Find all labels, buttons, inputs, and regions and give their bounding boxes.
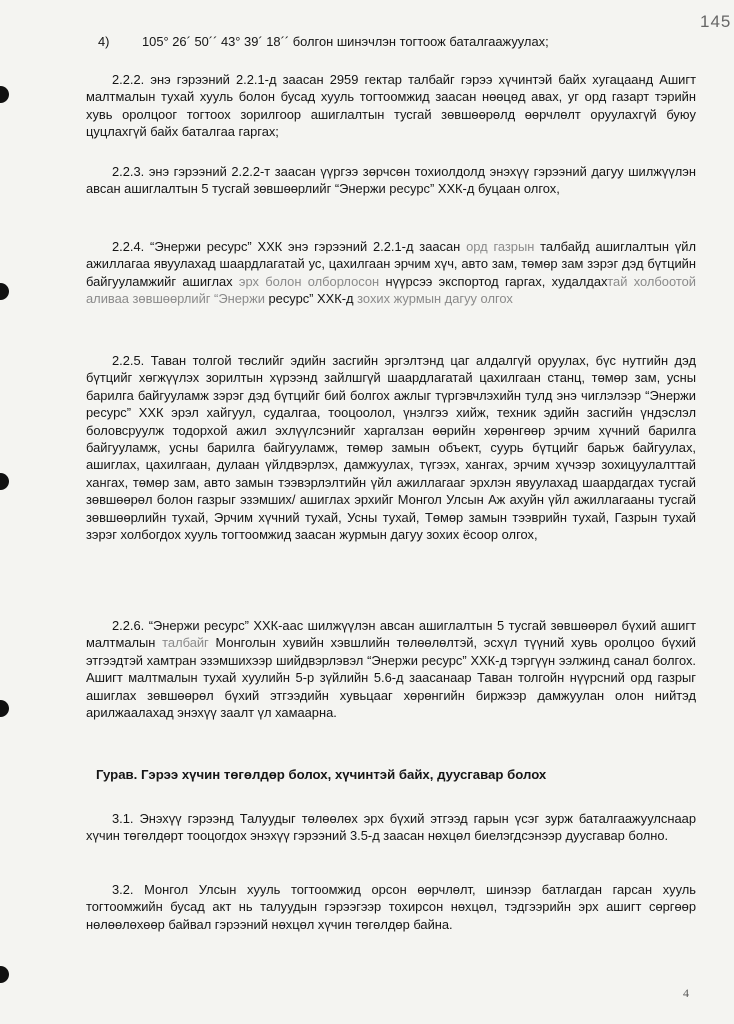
paragraph-text: 2.2.3. энэ гэрээний 2.2.2-т заасан үүргээ зөрчсөн тохиолдолд энэхүү гэрээний дагуу шилжүүлэн авсан ашиглалтын 5 тусгай зөвшөөрлийг “Энержи ресурс” ХХК-д буцаан олгох,	[86, 164, 696, 197]
paragraph-text: 3.2. Монгол Улсын хууль тогтоомжид орсон өөрчлөлт, шинээр батлагдан гарсан хууль тогтоомжийн бусад акт нь талуудын гэрээгээр тохирсон нөхцөл, тэдгээрийн эрх ашигт сөргөөр нөлөөлөхөөр байвал гэрээний нөхцөл хүчин төгөлдөр байна.	[86, 882, 696, 932]
section-heading: Гурав. Гэрээ хүчин төгөлдөр болох, хүчинтэй байх, дуусгавар болох	[96, 767, 547, 782]
faint-text: талбайг	[155, 635, 216, 651]
binder-hole	[0, 966, 9, 983]
faint-text: тай холбоотой аливаа зөвшөөрлийг “Энержи	[86, 273, 696, 307]
page-number: 4	[683, 986, 689, 1000]
paragraph-2-2-4	[86, 238, 696, 308]
paragraph-text: 2.2.4. “Энержи ресурс” ХХК энэ гэрээний 2.2.1-д заасан	[112, 239, 461, 254]
item-number: 4)	[98, 34, 110, 49]
paragraph-2-2-3	[86, 163, 696, 198]
paragraph-3-2	[86, 881, 696, 933]
binder-hole	[0, 86, 9, 103]
paragraph-text: 2.2.2. энэ гэрээний 2.2.1-д заасан 2959 гектар талбайг гэрээ хүчинтэй байх хугацаанд Ашигт малтмалын тухай хууль болон бусад хууль тогтоомжид заасан нөөцөд авах, уг орд газарт тэрийн хувь оролцоог тогтоох зорилгоор ашиглалтын тусгай зөвшөөрөлд өөрчлөлт оруулахгүй буюу цуцлахгүй байх баталгаа гаргах;	[86, 72, 696, 140]
faint-text: зохих журмын дагуу олгох	[353, 291, 513, 307]
paragraph-text: 3.1. Энэхүү гэрээнд Талуудыг төлөөлөх эрх бүхий этгээд гарын үсэг зурж баталгаажуулснаар хүчин төгөлдөрт тооцогдох энэхүү гэрээний 3.5-д заасан нөхцөл биелэгдсэнээр дуусгавар болно.	[86, 811, 696, 844]
item-text: 105° 26´ 50´´ 43° 39´ 18´´ болгон шинэчлэн тогтоож баталгаажуулах;	[142, 34, 549, 49]
paragraph-2-2-6	[86, 617, 696, 721]
paragraph-text: 2.2.5. Таван толгой төслийг эдийн засгийн эргэлтэнд цаг алдалгүй оруулах, бүс нутгийн дэд бүтцийг хөгжүүлэх зорилтын хүрээнд зайлшгүй шаардлагатай цахилгаан станц, төмөр зам, усны барилга байгууламж зэрэг дэд бүтцийг бий болгох ажлыг түргэвчлэхийн тулд энэ чиглэлээр “Энержи ресурс” ХХК эрэл хайгуул, судалгаа, тооцоолол, үнэлгээ хийж, техник эдийн засгийн үндэслэл боловсруулж тодорхой ажил эхлүүлсэнийг харгалзан өөрийн хөрөнгөөр эрчим хүчний барилга байгууламж, усны барилга байгууламж, төмөр замын объект, суурь бүтцийг барьж байгуулах, ашиглах, цахилгаан, дулаан үйлдвэрлэх, дамжуулах, түгээх, хангах, эрчим хүчээр зохицуулалттай хангах, төмөр зам, авто замын тээвэрлэлтийн үйл ажиллагааг эрхлэн явуулахад шаардагдах тусгай зөвшөөрөл болон газрыг эзэмших/ ашиглах эрхийг Монгол Улсын Аж ахуйн үйл ажиллагааны тусгай зөвшөөрлийн тухай, Эрчим хүчний тухай, Усны тухай, Төмөр замын тээврийн тухай, Газрын тухай зэрэг холбогдох хууль тогтоомжид заасан журмын дагуу зохих ёсоор олгох,	[86, 353, 696, 543]
binder-hole	[0, 473, 9, 490]
item-4-line	[98, 34, 549, 49]
paragraph-text: талбайд ашиглалтын үйл ажиллагаа явуулахад шаардлагатай ус, цахилгаан эрчим хүч, авто зам, төмөр зам зэрэг дэд бүтцийн байгууламжийг ашиглах	[86, 239, 697, 289]
paragraph-text: нүүрсээ экспортод гаргах, худалдах	[385, 273, 608, 289]
page-stamp-number: 145	[700, 12, 732, 31]
paragraph-2-2-2	[86, 71, 696, 141]
paragraph-2-2-5	[86, 352, 696, 543]
binder-hole	[0, 283, 9, 300]
paragraph-3-1	[86, 810, 696, 845]
faint-text: орд газрын	[460, 239, 541, 254]
binder-hole	[0, 700, 9, 717]
paragraph-text: 2.2.6. “Энержи ресурс” ХХК-аас шилжүүлэн авсан ашиглалтын 5 тусгай зөвшөөрөл бүхий ашигт малтмалын	[86, 618, 696, 651]
paragraph-text: ресурс” ХХК-д	[268, 291, 354, 307]
faint-text: эрх болон олборлосон	[232, 273, 386, 289]
paragraph-text: Монголын хувийн хэвшлийн төлөөлөлтэй, эсхүл түүний хувь оролцоо бүхий этгээдтэй хамтран эзэмшихээр шийдвэрлэвэл “Энержи ресурс” ХХК-д тэргүүн ээлжинд санал болгох. Ашигт малтмалын тухай хуулийн 5-р зүйлийн 5.6-д заасанаар Таван толгойн нүүрсний орд газрыг ашиглах зөвшөөрөл бүхий этгээдийн хувьцааг хөрөнгийн биржээр дамжуулан олон нийтэд арилжаалахад энэхүү заалт үл хамаарна.	[86, 635, 696, 721]
